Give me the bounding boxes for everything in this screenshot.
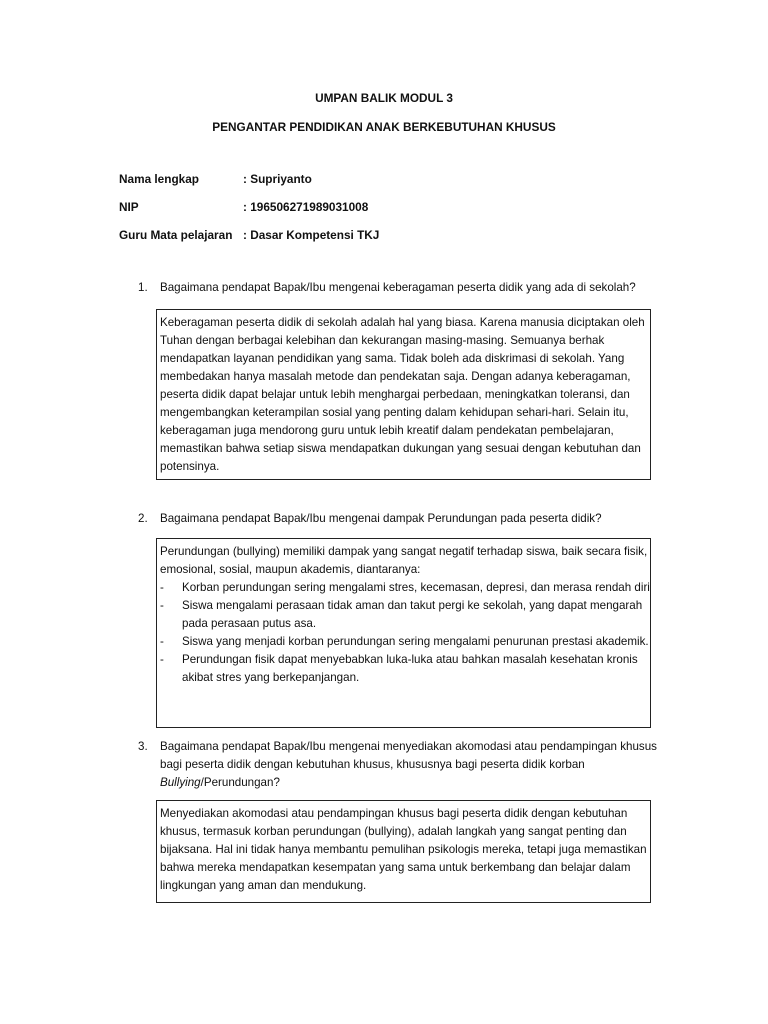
question-number: 1. (138, 281, 148, 294)
identity-nip-row (119, 198, 679, 216)
bullet-dash: - (160, 653, 164, 666)
question-1 (138, 279, 658, 297)
bullet-text: Perundungan fisik dapat menyebabkan luka-luka atau bahkan masalah kesehatan kronis akibat stres yang berkepanjangan. (182, 653, 638, 684)
answer-text: Menyediakan akomodasi atau pendampingan khusus bagi peserta didik dengan kebutuhan khusus, termasuk korban perundungan (bullying), adalah langkah yang sangat penting dan bijaksana. Hal ini tidak hanya membantu pemulihan psikologis mereka, tetapi juga memastikan bahwa mereka mendapatkan kesempatan yang sama untuk berkembang dan belajar dalam lingkungan yang aman dan mendukung. (160, 807, 647, 892)
nip-value: : 196506271989031008 (243, 200, 369, 214)
question-number: 3. (138, 740, 148, 753)
question-text (160, 738, 658, 792)
bullet-dash: - (160, 635, 164, 648)
question-text-part1: Bagaimana pendapat Bapak/Ibu mengenai menyediakan akomodasi atau pendampingan khusus bagi peserta didik dengan kebutuhan khusus, khususnya bagi peserta didik korban (160, 740, 657, 771)
subject-label: Guru Mata pelajaran (119, 228, 233, 242)
bullet-text: Korban perundungan sering mengalami stres, kecemasan, depresi, dan merasa rendah diri (182, 581, 650, 594)
bullet-text: Siswa mengalami perasaan tidak aman dan takut pergi ke sekolah, yang dapat mengarah pada perasaan putus asa. (182, 599, 643, 630)
subject-value: : Dasar Kompetensi TKJ (243, 228, 380, 242)
bullet-dash: - (160, 599, 164, 612)
question-text-italic: Bullying (160, 776, 201, 789)
list-item (160, 597, 650, 633)
question-text: Bagaimana pendapat Bapak/Ibu mengenai dampak Perundungan pada peserta didik? (160, 512, 602, 525)
question-2 (138, 510, 658, 528)
identity-name-row (119, 170, 679, 188)
answer-text: Keberagaman peserta didik di sekolah adalah hal yang biasa. Karena manusia diciptakan oleh Tuhan dengan berbagai kelebihan dan kekurangan masing-masing. Semuanya berhak mendapatkan layanan pendidikan yang sama. Tidak boleh ada diskrimasi di sekolah. Yang membedakan hanya masalah metode dan pendekatan saja. Dengan adanya keberagaman, peserta didik dapat belajar untuk lebih menghargai perbedaan, meningkatkan toleransi, dan mengembangkan keterampilan sosial yang penting dalam kehidupan sehari-hari. Selain itu, keberagaman juga mendorong guru untuk lebih kreatif dalam pendekatan pembelajaran, memastikan bahwa setiap siswa mendapatkan dukungan yang sesuai dengan kebutuhan dan potensinya. (160, 316, 645, 473)
answer-box-3 (156, 800, 651, 903)
answer-bullet-list (160, 579, 650, 687)
question-text-part2: /Perundungan? (200, 776, 280, 789)
bullet-text: Siswa yang menjadi korban perundungan sering mengalami penurunan prestasi akademik. (182, 635, 649, 648)
question-3 (138, 738, 658, 792)
nip-label: NIP (119, 200, 139, 214)
name-value: : Supriyanto (243, 172, 312, 186)
list-item (160, 633, 650, 651)
answer-box-2 (156, 538, 651, 728)
list-item (160, 651, 650, 687)
answer-intro: Perundungan (bullying) memiliki dampak yang sangat negatif terhadap siswa, baik secara fisik, emosional, sosial, maupun akademis, diantaranya: (160, 545, 648, 576)
document-title: UMPAN BALIK MODUL 3 (315, 91, 453, 105)
name-label: Nama lengkap (119, 172, 199, 186)
list-item (160, 579, 650, 597)
identity-subject-row (119, 226, 679, 244)
bullet-dash: - (160, 581, 164, 594)
question-number: 2. (138, 512, 148, 525)
answer-box-1 (156, 309, 651, 480)
document-subtitle: PENGANTAR PENDIDIKAN ANAK BERKEBUTUHAN KHUSUS (212, 120, 556, 134)
question-text: Bagaimana pendapat Bapak/Ibu mengenai keberagaman peserta didik yang ada di sekolah? (160, 281, 636, 294)
